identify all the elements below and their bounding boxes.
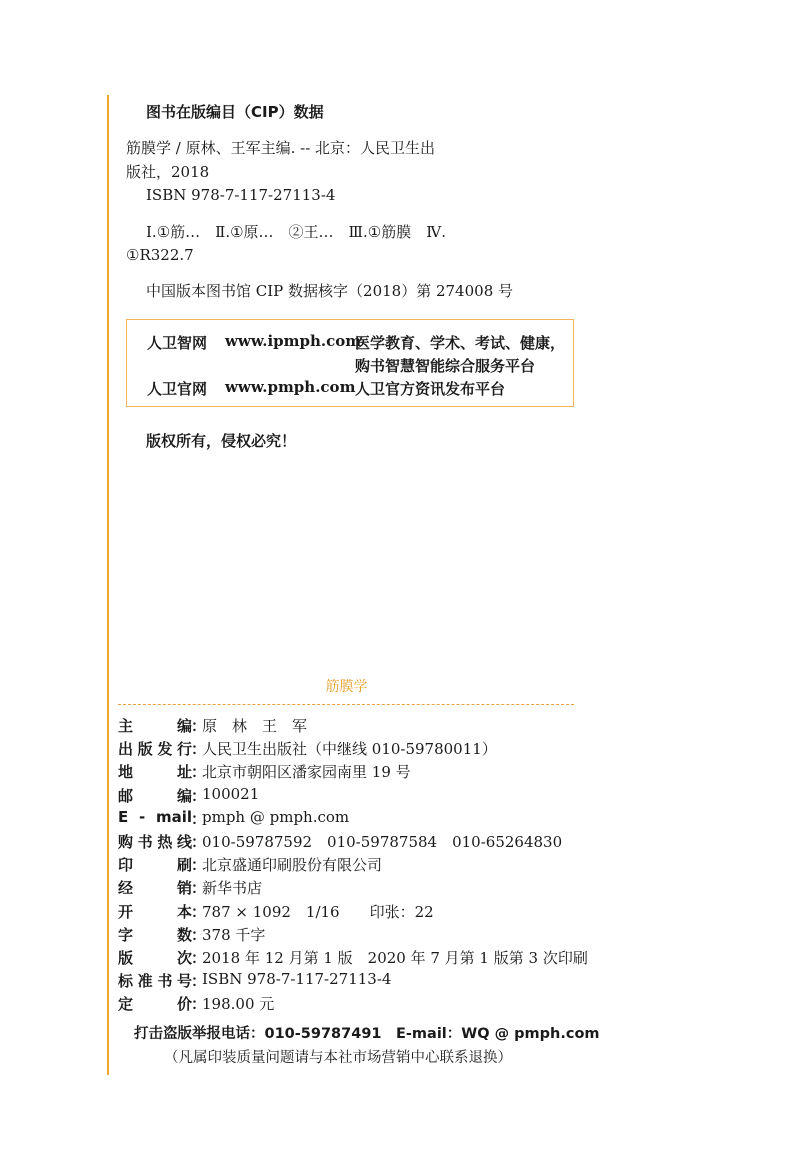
info-value: 北京盛通印刷股份有限公司 [202,856,383,875]
info-colon: ： [191,740,207,759]
cip-heading: 图书在版编目（CIP）数据 [146,103,324,121]
info-colon: ： [191,995,207,1014]
info-key: 地址 [118,763,192,782]
info-colon: ： [191,972,207,991]
cip-class-number: ①R322.7 [126,246,194,264]
info-value: 人民卫生出版社（中继线 010-59780011） [202,740,497,759]
info-value: 新华书店 [202,879,263,898]
info-value: 787 × 1092 1/16 印张：22 [202,902,434,921]
website-name-pmph: 人卫官网 [147,380,208,398]
info-value: 100021 [202,784,260,803]
info-colon: ： [191,856,207,875]
cip-isbn: ISBN 978-7-117-27113-4 [146,186,336,204]
website-url-ipmph[interactable]: www.ipmph.com [225,332,362,350]
info-colon: ： [191,809,207,828]
info-key: 标准书号 [118,972,192,991]
info-colon: ： [191,717,207,735]
cip-record-number: 中国版本图书馆 CIP 数据核字（2018）第 274008 号 [146,282,514,300]
website-name-ipmph: 人卫智网 [147,334,208,352]
info-key: E - mail [118,807,192,826]
info-value: 378 千字 [202,925,266,944]
dashed-divider [118,704,574,705]
info-colon: ： [191,925,207,944]
info-value: 2018 年 12 月第 1 版 2020 年 7 月第 1 版第 3 次印刷 [202,949,588,967]
info-colon: ： [191,833,207,851]
copyright-notice: 版权所有，侵权必究！ [146,432,297,450]
info-key: 字数 [118,925,192,944]
info-key: 购书热线 [118,833,192,851]
info-key: 版次 [118,949,192,967]
quality-notice: （凡属印装质量问题请与本社市场营销中心联系退换） [164,1050,512,1066]
info-key: 主编 [118,717,192,735]
info-value: 198.00 元 [202,995,275,1014]
info-colon: ： [191,949,207,967]
cip-classification: Ⅰ.①筋… Ⅱ.①原… ②王… Ⅲ.①筋膜 Ⅳ. [146,223,446,241]
info-key: 出版发行 [118,740,192,759]
cip-line-1: 筋膜学 / 原林、王军主编. -- 北京：人民卫生出 [126,139,436,157]
website-desc-ipmph-a: 医学教育、学术、考试、健康， [355,334,566,352]
website-url-pmph[interactable]: www.pmph.com [225,378,356,396]
info-value: 北京市朝阳区潘家园南里 19 号 [202,763,411,782]
info-key: 开本 [118,902,192,921]
websites-box [126,319,574,407]
info-colon: ： [191,786,207,805]
info-key: 印刷 [118,856,192,875]
book-title: 筋膜学 [325,679,368,695]
website-desc-ipmph-b: 购书智慧智能综合服务平台 [355,357,536,375]
info-value: ISBN 978-7-117-27113-4 [202,970,392,989]
info-colon: ： [191,879,207,898]
info-key: 邮编 [118,786,192,805]
info-colon: ： [191,902,207,921]
info-value: 010-59787592 010-59787584 010-65264830 [202,833,563,851]
website-desc-pmph: 人卫官方资讯发布平台 [355,380,506,398]
info-value: 原 林 王 军 [202,717,308,735]
anti-piracy-line: 打击盗版举报电话：010-59787491 E-mail：WQ @ pmph.com [134,1026,600,1042]
info-value: pmph @ pmph.com [202,807,350,826]
info-key: 经销 [118,879,192,898]
cip-line-2: 版社，2018 [126,163,210,181]
info-key: 定价 [118,995,192,1014]
info-colon: ： [191,763,207,782]
margin-rule [107,95,109,1075]
